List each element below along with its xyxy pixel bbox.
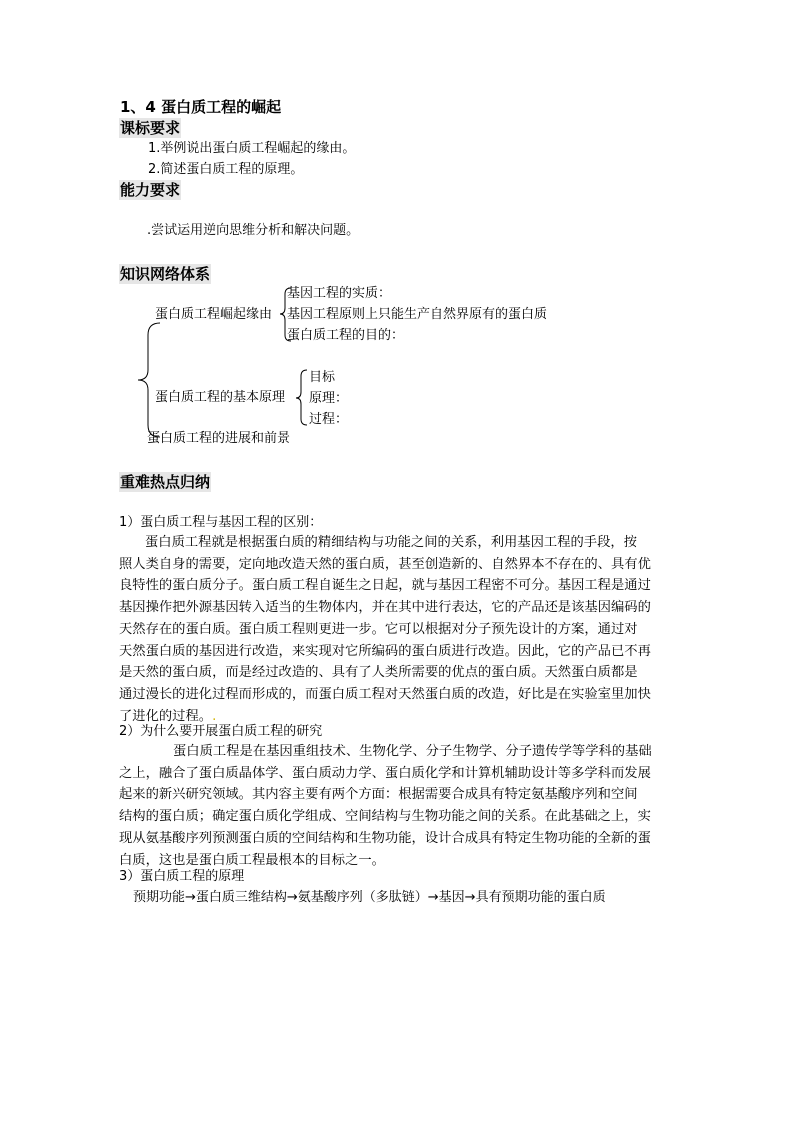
point1-line: 通过漫长的进化过程而形成的，而蛋白质工程对天然蛋白质的改造，好比是在实验室里加快	[119, 686, 651, 702]
point1-line: 了进化的过程。	[119, 708, 213, 724]
point2-line: 现从氨基酸序列预测蛋白质的空间结构和生物功能，设计合成具有特定生物功能的全新的蛋	[119, 830, 651, 846]
network-branch3: 蛋白质工程的进展和前景	[147, 431, 291, 446]
point2-line: 起来的新兴研究领域。其内容主要有两个方面：根据需要合成具有特定氨基酸序列和空间	[119, 787, 638, 803]
point1-line: 天然存在的蛋白质。蛋白质工程则更进一步。它可以根据对分子预先设计的方案，通过对	[119, 621, 638, 637]
network-branch1-item-3: 蛋白质工程的目的：	[287, 328, 405, 343]
point2-line: 结构的蛋白质；确定蛋白质化学组成、空间结构与生物功能之间的关系。在此基础之上，实	[119, 809, 651, 825]
section-key-points: 重难热点归纳	[120, 473, 211, 491]
point2-heading: 2）为什么要开展蛋白质工程的研究	[119, 724, 323, 739]
point1-line: 天然蛋白质的基因进行改造，来实现对它所编码的蛋白质进行改造。因此，它的产品已不再	[119, 643, 651, 659]
point2-line: 之上，融合了蛋白质晶体学、蛋白质动力学、蛋白质化学和计算机辅助设计等多学科而发展	[119, 765, 651, 781]
main-brace	[138, 323, 160, 437]
point1-line: 蛋白质工程就是根据蛋白质的精细结构与功能之间的关系，利用基因工程的手段，按	[145, 535, 637, 550]
point1-body	[119, 532, 651, 727]
network-branch2: 蛋白质工程的基本原理	[155, 390, 286, 405]
point3-line: 预期功能→蛋白质三维结构→氨基酸序列（多肽链）→基因→具有预期功能的蛋白质	[133, 890, 606, 905]
network-branch1-item-2: 基因工程原则上只能生产自然界原有的蛋白质	[287, 307, 548, 322]
point3-heading: 3）蛋白质工程的原理	[119, 869, 245, 884]
point2-line: 蛋白质工程是在基因重组技术、生物化学、分子生物学、分子遗传学等学科的基础	[173, 744, 652, 759]
point1-line: 照人类自身的需要，定向地改造天然的蛋白质，甚至创造新的、自然界本不存在的、具有优	[119, 556, 651, 572]
ability-item: .尝试运用逆向思维分析和解决问题。	[147, 223, 360, 238]
network-branch1-item-1: 基因工程的实质：	[287, 286, 392, 301]
point1-line: 基因操作把外源基因转入适当的生物体内，并在其中进行表达，它的产品还是该基因编码的	[119, 600, 651, 616]
section-curriculum: 课标要求	[120, 119, 181, 137]
point1-line: 良特性的蛋白质分子。蛋白质工程自诞生之日起，就与基因工程密不可分。基因工程是通过	[119, 578, 651, 594]
curriculum-item-2: 2.简述蛋白质工程的原理。	[148, 162, 304, 177]
network-branch1: 蛋白质工程崛起缘由	[155, 307, 273, 322]
point2-line: 白质，这也是蛋白质工程最根本的目标之一。	[119, 852, 385, 868]
page-title: 1、4 蛋白质工程的崛起	[120, 98, 282, 116]
point1-heading: 1）蛋白质工程与基因工程的区别：	[119, 515, 323, 530]
section-ability: 能力要求	[120, 181, 181, 199]
point1-mark: .	[212, 708, 217, 724]
network-branch2-item-2: 原理：	[309, 391, 349, 406]
curriculum-item-1: 1.举例说出蛋白质工程崛起的缘由。	[148, 141, 356, 156]
branch2-brace	[296, 370, 307, 425]
network-branch2-item-1: 目标	[309, 370, 336, 385]
section-network: 知识网络体系	[120, 265, 211, 283]
point1-line: 是天然的蛋白质，而是经过改造的、具有了人类所需要的优点的蛋白质。天然蛋白质都是	[119, 665, 638, 681]
network-branch2-item-3: 过程：	[309, 412, 349, 427]
point2-body	[119, 741, 652, 871]
